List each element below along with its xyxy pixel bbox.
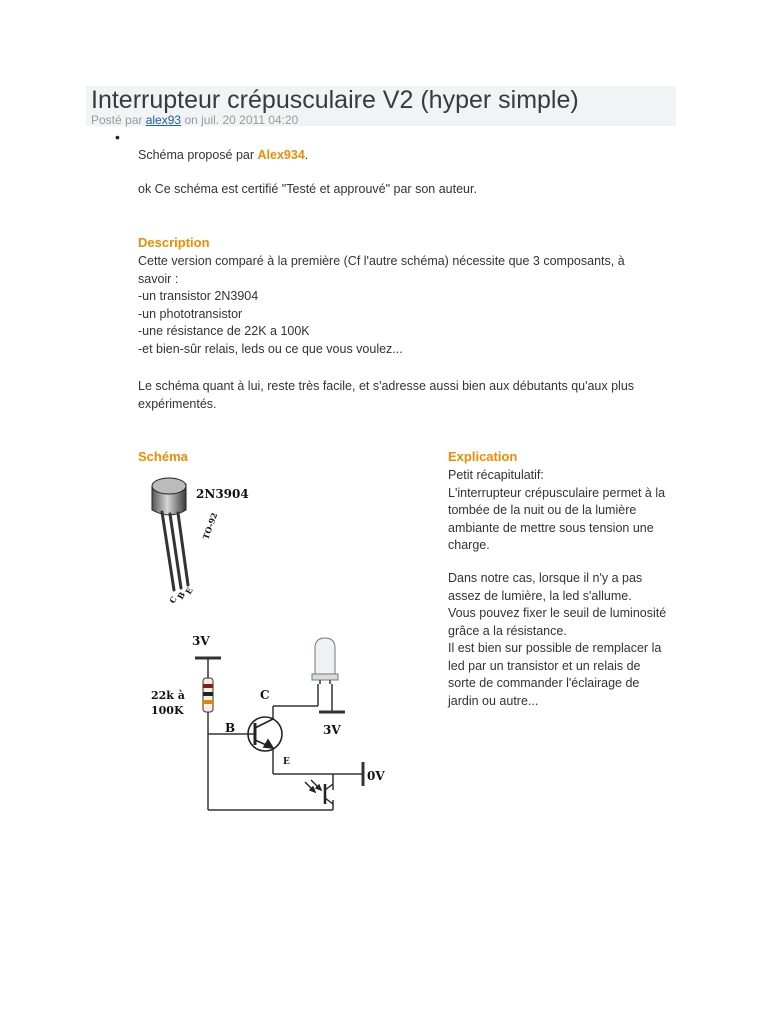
explication-line: led par un transistor et un relais de xyxy=(448,658,641,673)
proposed-author[interactable]: Alex934 xyxy=(257,148,305,162)
explication-line: Petit récapitulatif: xyxy=(448,468,544,482)
pin-b-label: B xyxy=(175,590,188,601)
description-body xyxy=(138,253,678,358)
node-b-label: B xyxy=(225,721,236,735)
explication-para-1 xyxy=(448,467,683,555)
explication-line: Vous pouvez fixer le seuil de luminosité xyxy=(448,606,667,620)
node-e-label: E xyxy=(283,757,290,767)
transistor-body xyxy=(152,478,186,515)
ground-label: 0V xyxy=(367,769,385,783)
led-symbol xyxy=(312,638,338,684)
resistor-label-1: 22k à xyxy=(151,689,185,702)
phototransistor-symbol xyxy=(305,780,333,804)
description-line: Cette version comparé à la première (Cf l'autre schéma) nécessite que 3 composants, à xyxy=(138,254,625,268)
explication-line: grâce a la résistance. xyxy=(448,623,567,638)
proposed-by xyxy=(138,147,308,165)
proposed-prefix: Schéma proposé par xyxy=(138,148,255,162)
description-line: -un phototransistor xyxy=(138,306,243,321)
explication-line: Il est bien sur possible de remplacer la xyxy=(448,641,662,655)
explication-line: jardin ou autre... xyxy=(448,693,539,708)
description-line: savoir : xyxy=(138,271,179,286)
certified-note: ok Ce schéma est certifié "Testé et approuvé" par son auteur. xyxy=(138,182,477,196)
description-line: -et bien-sûr relais, leds ou ce que vous voulez... xyxy=(138,341,403,356)
explication-line: L'interrupteur crépusculaire permet à la xyxy=(448,485,666,500)
explication-para-2 xyxy=(448,570,683,710)
post-meta xyxy=(91,113,298,127)
explication-line: ambiante de mettre sous tension une xyxy=(448,520,654,535)
explication-line: tombée de la nuit ou de la lumière xyxy=(448,503,637,517)
closing-line: Le schéma quant à lui, reste très facile, et s'adresse aussi bien aux débutants qu'aux plus xyxy=(138,379,635,393)
proposed-suffix: . xyxy=(304,148,309,162)
list-bullet: • xyxy=(115,129,120,145)
circuit-schematic xyxy=(145,626,390,816)
supply-top-label: 3V xyxy=(192,634,210,648)
description-line: -une résistance de 22K a 100K xyxy=(138,324,310,338)
description-closing xyxy=(138,378,678,413)
explication-heading: Explication xyxy=(448,449,518,464)
resistor-label-2: 100K xyxy=(151,704,184,717)
explication-line: sorte de commander l'éclairage de xyxy=(448,676,640,690)
package-label: TO-92 xyxy=(200,511,220,541)
transistor-leads xyxy=(162,512,188,590)
meta-date: on juil. 20 2011 04:20 xyxy=(184,113,299,127)
meta-prefix: Posté par xyxy=(91,113,143,127)
node-c-label: C xyxy=(260,688,270,702)
description-line: -un transistor 2N3904 xyxy=(138,289,259,303)
transistor-label: 2N3904 xyxy=(196,487,249,501)
pin-c-label: C xyxy=(167,594,179,605)
pin-e-label: E xyxy=(183,585,195,596)
transistor-package-diagram xyxy=(140,472,275,612)
explication-line: charge. xyxy=(448,538,490,552)
page-title: Interrupteur crépusculaire V2 (hyper simple) xyxy=(91,86,579,114)
led-supply-label: 3V xyxy=(323,723,341,737)
schema-heading: Schéma xyxy=(138,449,188,464)
explication-line: Dans notre cas, lorsque il n'y a pas xyxy=(448,571,643,585)
description-heading: Description xyxy=(138,235,210,250)
resistor-symbol xyxy=(203,678,213,712)
closing-line: expérimentés. xyxy=(138,396,217,411)
author-link[interactable]: alex93 xyxy=(145,113,182,127)
explication-line: assez de lumière, la led s'allume. xyxy=(448,588,632,603)
